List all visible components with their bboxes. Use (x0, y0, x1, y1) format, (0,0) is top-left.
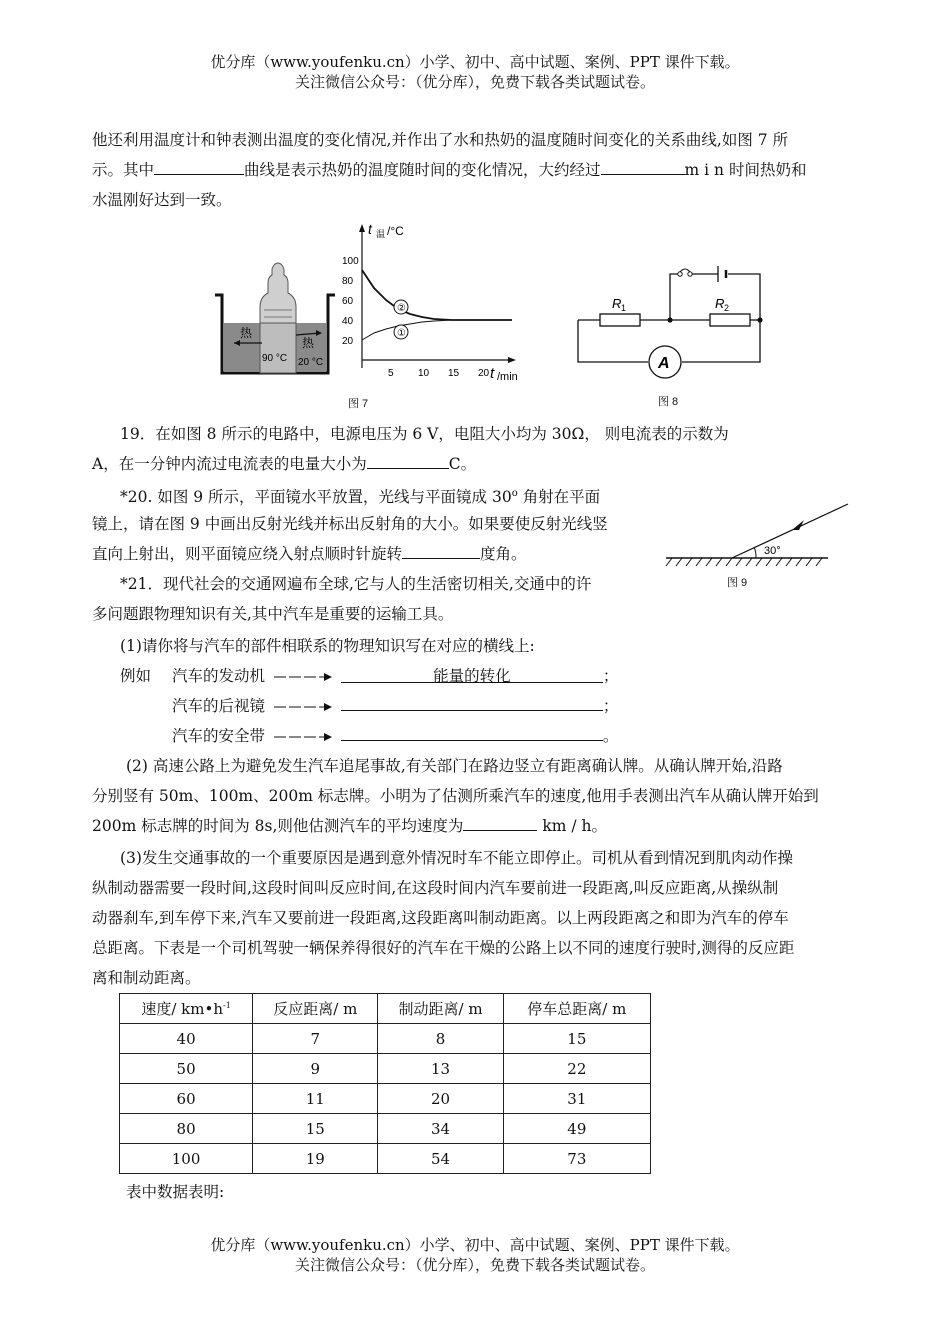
q21-item1-label: 汽车的发动机 (172, 667, 266, 685)
chart-series-line (362, 320, 512, 340)
q18-line1: 他还利用温度计和钟表测出温度的变化情况,并作出了水和热奶的温度随时间变化的关系曲线,如图 7 所 (92, 131, 789, 149)
chart-xtick-label: 20 (478, 368, 490, 379)
q21-part3-line2: 纵制动器需要一段时间,这段时间叫反应时间,在这段时间内汽车要前进一段距离,叫反应距离,从操纵制 (92, 879, 779, 897)
q21-line1: *21．现代社会的交通网遍布全球,它与人的生活密切相关,交通中的许 (120, 575, 592, 593)
fig7-chart (340, 218, 540, 393)
q18-blank-curve[interactable] (154, 158, 244, 175)
chart-xtick-label: 5 (388, 368, 394, 379)
table-header-braking: 制动距离/ m (378, 994, 503, 1024)
q21-item3-label: 汽车的安全带 (172, 727, 266, 745)
q20-line2: 镜上，请在图 9 中画出反射光线并标出反射角的大小。如果要使反射光线竖 (92, 515, 608, 533)
arrow-icon (270, 730, 336, 744)
q18-line3: 水温刚好达到一致。 (92, 191, 232, 209)
table-row: 100 19 54 73 (120, 1144, 651, 1174)
q19-blank-charge[interactable] (367, 452, 449, 469)
chart-ytick-label: 100 (342, 256, 359, 267)
chart-series-label: ② (397, 303, 406, 314)
q21-part2-line1: (2) 高速公路上为避免发生汽车追尾事故,有关部门在路边竖立有距离确认牌。从确认牌开始,沿路 (126, 757, 783, 775)
q21-part3-line5: 离和制动距离。 (92, 969, 201, 987)
fig8-circuit (570, 262, 770, 392)
table-row: 50 9 13 22 (120, 1054, 651, 1084)
page-footer-line1: 优分库（www.youfenku.cn）小学、初中、高中试题、案例、PPT 课件下载。 (210, 1236, 740, 1254)
q21-item3-blank[interactable] (341, 724, 603, 741)
chart-ytick-label: 60 (342, 296, 354, 307)
chart-ylabel-unit: /°C (387, 224, 404, 238)
fig7-bottle-temp: 90 °C (262, 353, 288, 364)
fig7-caption: 图 7 (348, 398, 369, 410)
arrow-icon (270, 670, 336, 684)
q19-line2: A，在一分钟内流过电流表的电量大小为 C。 (92, 452, 862, 476)
chart-xtick-label: 10 (418, 368, 430, 379)
fig8-ammeter-label: A (658, 355, 670, 372)
stopping-distance-table (119, 993, 651, 1174)
chart-xtick-label: 15 (448, 368, 460, 379)
q20-blank-angle[interactable] (402, 542, 480, 559)
page-header-line1: 优分库（www.youfenku.cn）小学、初中、高中试题、案例、PPT 课件下载。 (210, 53, 740, 71)
q20-line1: *20. 如图 9 所示，平面镜水平放置，光线与平面镜成 30$^o$ 角射在平面 (120, 488, 601, 507)
table-header-row (120, 994, 651, 1024)
fig8-r2-label: R (715, 296, 725, 311)
fig8-caption: 图 8 (658, 396, 679, 408)
table-header-reaction: 反应距离/ m (253, 994, 378, 1024)
chart-ytick-label: 80 (342, 276, 354, 287)
q19-line1: 19．在如图 8 所示的电路中，电源电压为 6 V，电阻大小均为 30Ω， 则电流表的示数为 (120, 425, 729, 443)
chart-xlabel-t: t (490, 365, 495, 382)
fig7-right-hot-label: 热 (302, 336, 315, 350)
fig9-mirror (660, 492, 860, 592)
page-header-line2: 关注微信公众号：（优分库），免费下载各类试题试卷。 (294, 73, 655, 91)
q21-item2-label: 汽车的后视镜 (172, 697, 266, 715)
page-footer-line2: 关注微信公众号：（优分库），免费下载各类试题试卷。 (294, 1256, 655, 1274)
chart-ylabel-sub: 温 (376, 229, 386, 239)
chart-series-label: ① (397, 328, 406, 339)
chart-y-axis-arrow (359, 224, 365, 232)
chart-series-line (362, 270, 512, 320)
table-row: 80 15 34 49 (120, 1114, 651, 1144)
q21-part2-line2: 分别竖有 50m、100m、200m 标志牌。小明为了估测所乘汽车的速度,他用手表测出汽车从确认牌开始到 (92, 787, 819, 805)
q21-part1: (1)请你将与汽车的部件相联系的物理知识写在对应的横线上: (120, 637, 535, 655)
table-header-total: 停车总距离/ m (503, 994, 650, 1024)
q21-part3-line1: (3)发生交通事故的一个重要原因是遇到意外情况时车不能立即停止。司机从看到情况到肌肉动作操 (120, 849, 793, 867)
chart-ytick-label: 40 (342, 316, 354, 327)
fig7-beaker (212, 255, 342, 380)
q18-line2: 示。其中 曲线是表示热奶的温度随时间的变化情况，大约经过 m i n 时间热奶和 (92, 158, 862, 182)
fig8-r1-label: R (612, 296, 622, 311)
chart-x-axis-arrow (508, 357, 516, 363)
chart-ytick-label: 20 (342, 336, 354, 347)
fig9-caption: 图 9 (727, 577, 748, 589)
fig8-r1-sub: 1 (621, 303, 627, 313)
fig8-r2-sub: 2 (724, 303, 730, 313)
q20-line3: 直向上射出，则平面镜应绕入射点顺时针旋转 度角。 (92, 542, 662, 566)
q21-conclusion: 表中数据表明: (126, 1183, 225, 1201)
arrow-icon (270, 700, 336, 714)
q21-part2-line3: 200m 标志牌的时间为 8s,则他估测汽车的平均速度为 km / h。 (92, 814, 862, 838)
fig9-angle-label: 30° (764, 545, 781, 557)
q18-blank-minutes[interactable] (601, 158, 685, 175)
q21-item2-row: 汽车的后视镜 ； (172, 694, 942, 718)
q21-blank-speed[interactable] (463, 814, 537, 831)
fig7-water-temp: 20 °C (298, 357, 324, 368)
chart-ylabel-t: t (368, 221, 372, 237)
q21-example-row: 例如 汽车的发动机 能量的转化 ； (120, 664, 890, 688)
q21-part3-line3: 动器刹车,到车停下来,汽车又要前进一段距离,这段距离叫制动距离。以上两段距离之和即为汽车的停车 (92, 909, 789, 927)
table-header-speed: 速度/ $km•h^{-1}$ (120, 994, 253, 1024)
q21-part3-line4: 总距离。下表是一个司机驾驶一辆保养得很好的汽车在干燥的公路上以不同的速度行驶时,测得的反应距 (92, 939, 795, 957)
fig7-left-hot-label: 热 (240, 326, 253, 340)
q21-item1-answer: 能量的转化 (341, 664, 603, 683)
q21-item2-blank[interactable] (341, 694, 603, 711)
table-row: 40 7 8 15 (120, 1024, 651, 1054)
q21-item3-row: 汽车的安全带 。 (172, 724, 942, 748)
chart-xlabel-unit: /min (497, 371, 518, 383)
table-row: 60 11 20 31 (120, 1084, 651, 1114)
q21-line2: 多问题跟物理知识有关,其中汽车是重要的运输工具。 (92, 605, 454, 623)
